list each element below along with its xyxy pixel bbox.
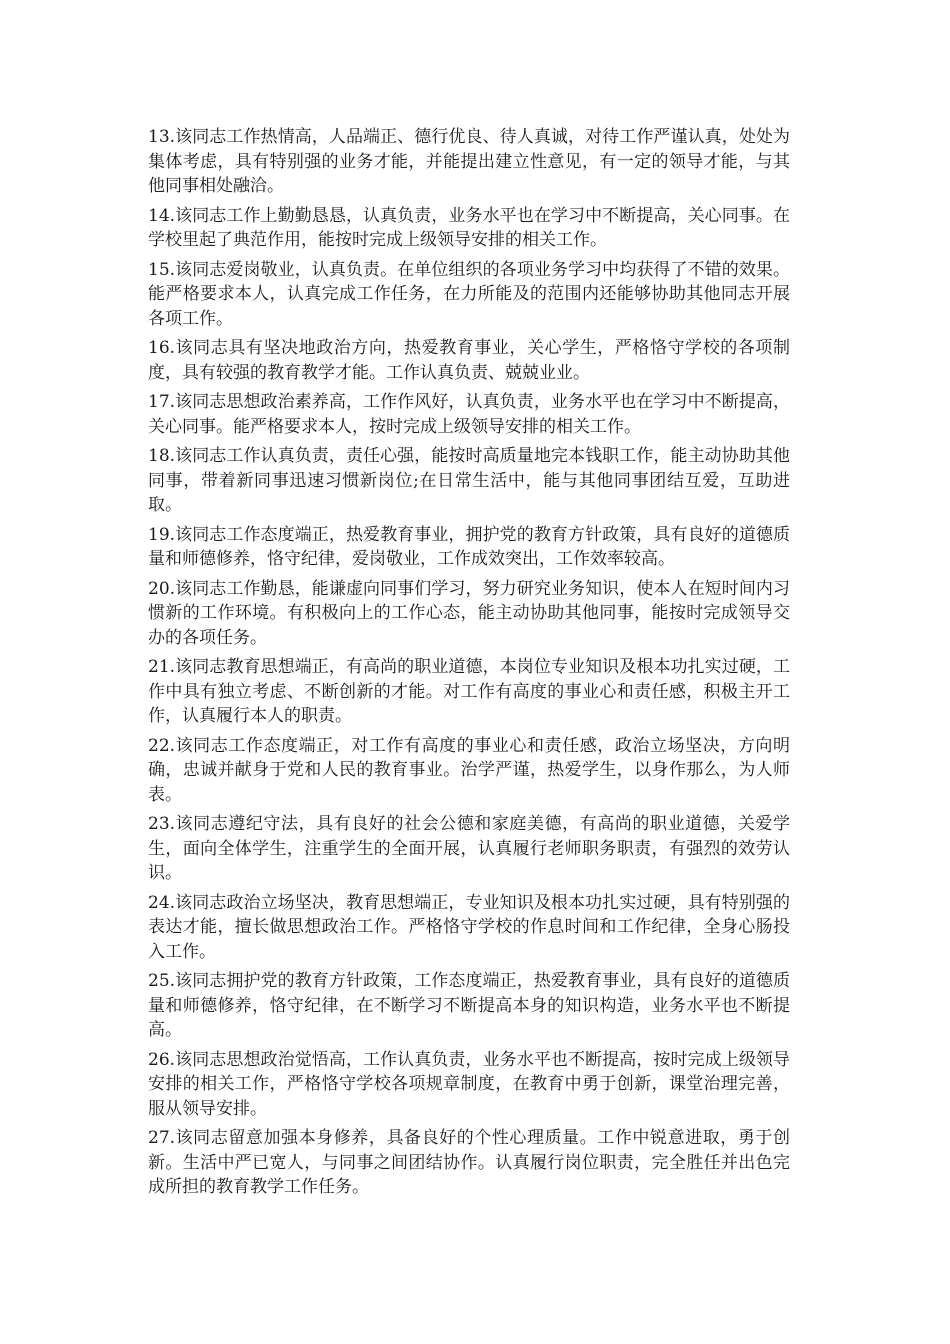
paragraph-22: 22.该同志工作态度端正，对工作有高度的事业心和责任感，政治立场坚决，方向明确，忠诚并献身于党和人民的教育事业。治学严谨，热爱学生，以身作那么，为人师表。 xyxy=(148,735,790,805)
paragraph-21: 21.该同志教育思想端正，有高尚的职业道德，本岗位专业知识及根本功扎实过硬，工作中具有独立考虑、不断创新的才能。对工作有高度的事业心和责任感，积极主开工作，认真履行本人的职责。 xyxy=(148,657,790,726)
paragraph-19: 19.该同志工作态度端正，热爱教育事业，拥护党的教育方针政策，具有良好的道德质量和师德修养，恪守纪律，爱岗敬业，工作成效突出，工作效率较高。 xyxy=(148,524,790,569)
paragraph-20: 20.该同志工作勤恳，能谦虚向同事们学习，努力研究业务知识，使本人在短时间内习惯新的工作环境。有积极向上的工作心态，能主动协助其他同事，能按时完成领导交办的各项任务。 xyxy=(148,578,790,648)
paragraph-17: 17.该同志思想政治素养高，工作作风好，认真负责，业务水平也在学习中不断提高，关心同事。能严格要求本人，按时完成上级领导安排的相关工作。 xyxy=(148,392,790,437)
paragraph-24: 24.该同志政治立场坚决，教育思想端正，专业知识及根本功扎实过硬，具有特别强的表达才能，擅长做思想政治工作。严格恪守学校的作息时间和工作纪律，全身心肠投入工作。 xyxy=(148,892,790,962)
paragraph-25: 25.该同志拥护党的教育方针政策，工作态度端正，热爱教育事业，具有良好的道德质量和师德修养，恪守纪律，在不断学习不断提高本身的知识构造，业务水平也不断提高。 xyxy=(148,971,790,1040)
paragraph-14: 14.该同志工作上勤勤恳恳，认真负责，业务水平也在学习中不断提高，关心同事。在学校里起了典范作用，能按时完成上级领导安排的相关工作。 xyxy=(148,205,790,250)
paragraph-26: 26.该同志思想政治觉悟高，工作认真负责，业务水平也不断提高，按时完成上级领导安排的相关工作，严格恪守学校各项规章制度，在教育中勇于创新，课堂治理完善，服从领导安排。 xyxy=(148,1049,790,1119)
paragraph-16: 16.该同志具有坚决地政治方向，热爱教育事业，关心学生，严格恪守学校的各项制度，具有较强的教育教学才能。工作认真负责、兢兢业业。 xyxy=(148,338,790,383)
document-body xyxy=(148,125,790,1205)
paragraph-23: 23.该同志遵纪守法，具有良好的社会公德和家庭美德，有高尚的职业道德，关爱学生，面向全体学生，注重学生的全面开展，认真履行老师职务职责，有强烈的效劳认识。 xyxy=(148,814,790,883)
paragraph-13: 13.该同志工作热情高，人品端正、德行优良、待人真诚，对待工作严谨认真，处处为集体考虑，具有特别强的业务才能，并能提出建立性意见，有一定的领导才能，与其他同事相处融洽。 xyxy=(148,127,790,196)
paragraph-15: 15.该同志爱岗敬业，认真负责。在单位组织的各项业务学习中均获得了不错的效果。能严格要求本人，认真完成工作任务，在力所能及的范围内还能够协助其他同志开展各项工作。 xyxy=(148,259,790,329)
paragraph-18: 18.该同志工作认真负责，责任心强，能按时高质量地完本钱职工作，能主动协助其他同事，带着新同事迅速习惯新岗位;在日常生活中，能与其他同事团结互爱，互助进取。 xyxy=(148,446,790,515)
paragraph-27: 27.该同志留意加强本身修养，具备良好的个性心理质量。工作中锐意进取，勇于创新。生活中严已宽人，与同事之间团结协作。认真履行岗位职责，完全胜任并出色完成所担的教育教学工作任务。 xyxy=(148,1128,790,1197)
